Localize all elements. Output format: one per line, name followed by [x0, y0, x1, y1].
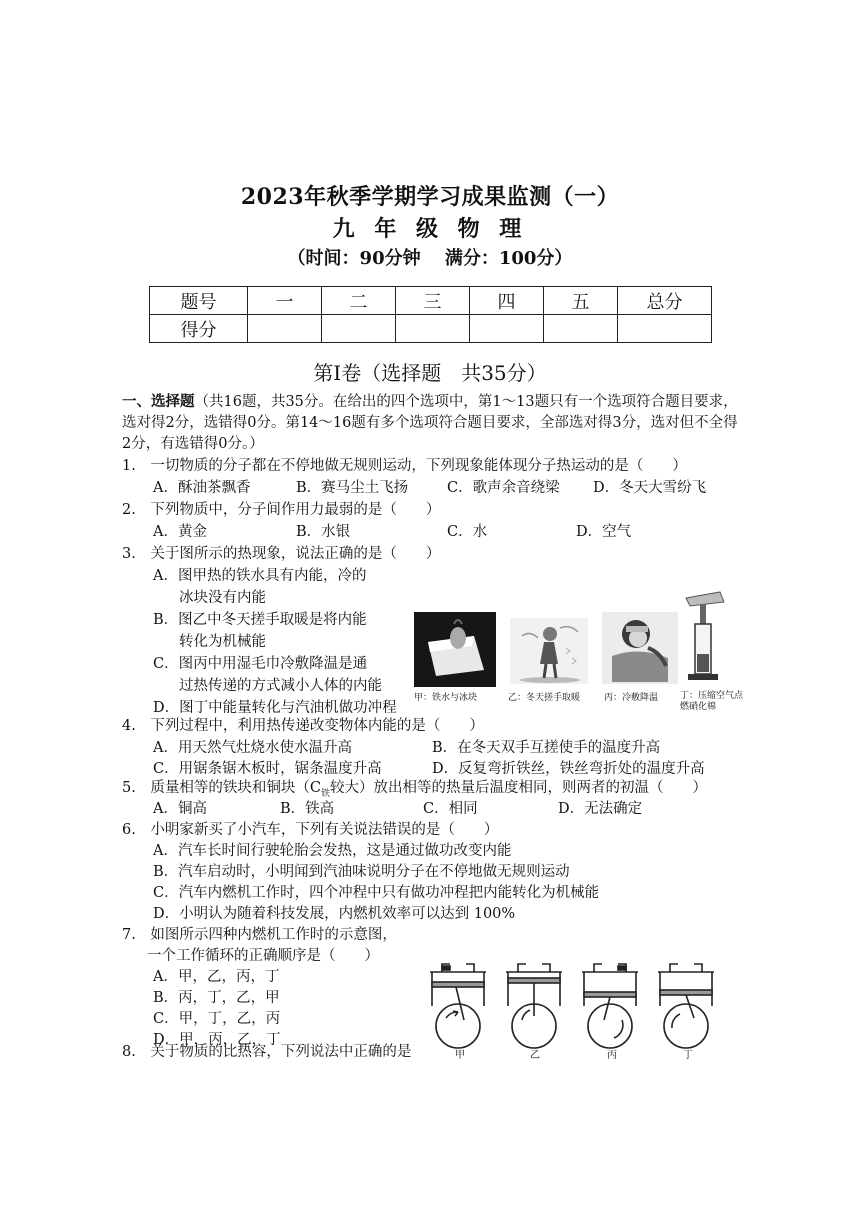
q7-option-b[interactable]: B．丙，丁，乙，甲: [153, 990, 280, 1006]
score-input-cell[interactable]: [322, 315, 396, 343]
score-cell: 得分: [150, 315, 248, 343]
q5-stem-part1: 5. 质量相等的铁块和铜块（C: [122, 780, 321, 796]
q6-option-d[interactable]: D．小明认为随着科技发展，内燃机效率可以达到 100%: [153, 906, 516, 922]
q4-option-b[interactable]: B．在冬天双手互搓使手的温度升高: [432, 740, 661, 756]
engine-yi-icon: [506, 964, 562, 1048]
q3-option-b[interactable]: B．图乙中冬天搓手取暖是将内能: [153, 612, 367, 628]
engine-label-bing: 丙: [607, 1050, 617, 1061]
score-input-cell[interactable]: [470, 315, 544, 343]
cold-compress-icon: [602, 612, 678, 684]
exam-title: 2023年秋季学期学习成果监测（一）: [240, 184, 620, 210]
q4-option-c[interactable]: C．用锯条锯木板时，锯条温度升高: [153, 761, 382, 777]
section-title: 第Ⅰ卷（选择题 共35分）: [313, 361, 547, 385]
section-intro-heading: 一、选择题: [122, 393, 195, 410]
rubbing-hands-image: [510, 618, 588, 684]
q4-option-d[interactable]: D．反复弯折铁丝，铁丝弯折处的温度升高: [432, 761, 705, 777]
rubbing-hands-icon: [510, 618, 588, 684]
engine-strokes-diagram: [428, 958, 718, 1050]
q3-option-c[interactable]: C．图丙中用湿毛巾冷敷降温是通: [153, 656, 368, 672]
engine-label-yi: 乙: [530, 1050, 540, 1061]
engine-label-ding: 丁: [683, 1050, 693, 1061]
q6-stem: 6. 小明家新买了小汽车，下列有关说法错误的是（ ）: [122, 822, 499, 838]
q2-option-a[interactable]: A．黄金: [153, 524, 207, 540]
engine-ding-icon: [658, 964, 714, 1048]
q5-option-c[interactable]: C．相同: [423, 801, 478, 817]
engine-jia-icon: [430, 964, 486, 1048]
score-input-cell[interactable]: [248, 315, 322, 343]
q2-option-c[interactable]: C．水: [447, 524, 488, 540]
figure-caption-ding: 丁：压缩空气点: [680, 691, 744, 701]
score-input-cell[interactable]: [544, 315, 618, 343]
figure-caption-bing: 丙：冷敷降温: [604, 693, 659, 703]
q6-option-b[interactable]: B．汽车启动时，小明闻到汽油味说明分子在不停地做无规则运动: [153, 864, 570, 880]
q1-option-b[interactable]: B．赛马尘土飞扬: [296, 480, 409, 496]
exam-info: （时间：90分钟 满分：100分）: [287, 248, 573, 269]
air-compression-image: [680, 588, 728, 686]
molten-iron-ice-icon: [414, 612, 496, 687]
q5-option-b[interactable]: B．铁高: [280, 801, 335, 817]
score-cell: 四: [470, 287, 544, 315]
score-input-cell[interactable]: [618, 315, 712, 343]
figure-caption-ding-cont: 燃硝化棉: [680, 702, 717, 712]
q7-stem-cont: 一个工作循环的正确顺序是（ ）: [147, 948, 379, 964]
q7-option-d[interactable]: D．甲，丙，乙，丁: [153, 1032, 281, 1048]
engine-label-jia: 甲: [455, 1050, 465, 1061]
score-cell: 二: [322, 287, 396, 315]
q6-option-c[interactable]: C．汽车内燃机工作时，四个冲程中只有做功冲程把内能转化为机械能: [153, 885, 600, 901]
q5-option-d[interactable]: D．无法确定: [558, 801, 643, 817]
section-intro-text: （共16题，共35分。在给出的四个选项中，第1～13题只有一个选项符合题目要求，选对得2分，选错得0分。第14～16题有多个选项符合题目要求，全部选对得3分，选对但不全得2分，有选错得0分。）: [122, 394, 738, 452]
score-cell: 五: [544, 287, 618, 315]
score-input-cell[interactable]: [396, 315, 470, 343]
score-cell: 三: [396, 287, 470, 315]
score-cell: 总分: [618, 287, 712, 315]
q1-option-a[interactable]: A．酥油茶飘香: [153, 480, 251, 496]
q3-stem: 3. 关于图所示的热现象，说法正确的是（ ）: [122, 546, 441, 562]
q3-option-c-cont: 过热传递的方式减小人体的内能: [179, 678, 382, 694]
score-table: [149, 286, 712, 343]
q2-option-d[interactable]: D．空气: [576, 524, 632, 540]
section-intro: [122, 391, 742, 455]
score-table-score-row: [150, 315, 712, 343]
q6-option-a[interactable]: A．汽车长时间行驶轮胎会发热，这是通过做功改变内能: [153, 843, 512, 859]
exam-subject: 九 年 级 物 理: [332, 216, 528, 242]
q2-option-b[interactable]: B．水银: [296, 524, 351, 540]
q7-option-c[interactable]: C．甲，丁，乙，丙: [153, 1011, 281, 1027]
air-compression-icon: [680, 588, 728, 686]
q3-option-a[interactable]: A．图甲热的铁水具有内能，冷的: [153, 568, 367, 584]
q5-stem-part2: 较大）放出相等的热量后温度相同，则两者的初温（ ）: [329, 780, 707, 796]
q7-stem: 7. 如图所示四种内燃机工作时的示意图，: [122, 927, 397, 943]
figure-caption-yi: 乙：冬天搓手取暖: [508, 693, 581, 703]
engine-bing-icon: [582, 964, 638, 1048]
q4-stem: 4. 下列过程中，利用热传递改变物体内能的是（ ）: [122, 718, 484, 734]
q3-option-a-cont: 冰块没有内能: [179, 590, 266, 606]
score-cell: 一: [248, 287, 322, 315]
q4-option-a[interactable]: A．用天然气灶烧水使水温升高: [153, 740, 352, 756]
q1-option-c[interactable]: C．歌声余音绕梁: [447, 480, 560, 496]
q3-option-b-cont: 转化为机械能: [179, 634, 266, 650]
q1-stem: 1. 一切物质的分子都在不停地做无规则运动，下列现象能体现分子热运动的是（ ）: [122, 458, 687, 474]
molten-iron-ice-image: [414, 612, 496, 687]
q3-option-d[interactable]: D．图丁中能量转化与汽油机做功冲程: [153, 700, 397, 716]
score-cell: 题号: [150, 287, 248, 315]
q2-stem: 2. 下列物质中，分子间作用力最弱的是（ ）: [122, 502, 441, 518]
q5-option-a[interactable]: A．铜高: [153, 801, 207, 817]
q7-option-a[interactable]: A．甲，乙，丙，丁: [153, 969, 280, 985]
q5-subscript: 铁: [320, 788, 330, 799]
q1-option-d[interactable]: D．冬天大雪纷飞: [593, 480, 707, 496]
score-table-header-row: [150, 287, 712, 315]
q8-stem: 8. 关于物质的比热容，下列说法中正确的是: [122, 1044, 412, 1060]
figure-caption-jia: 甲：铁水与冰块: [414, 693, 478, 703]
cold-compress-image: [602, 612, 678, 684]
